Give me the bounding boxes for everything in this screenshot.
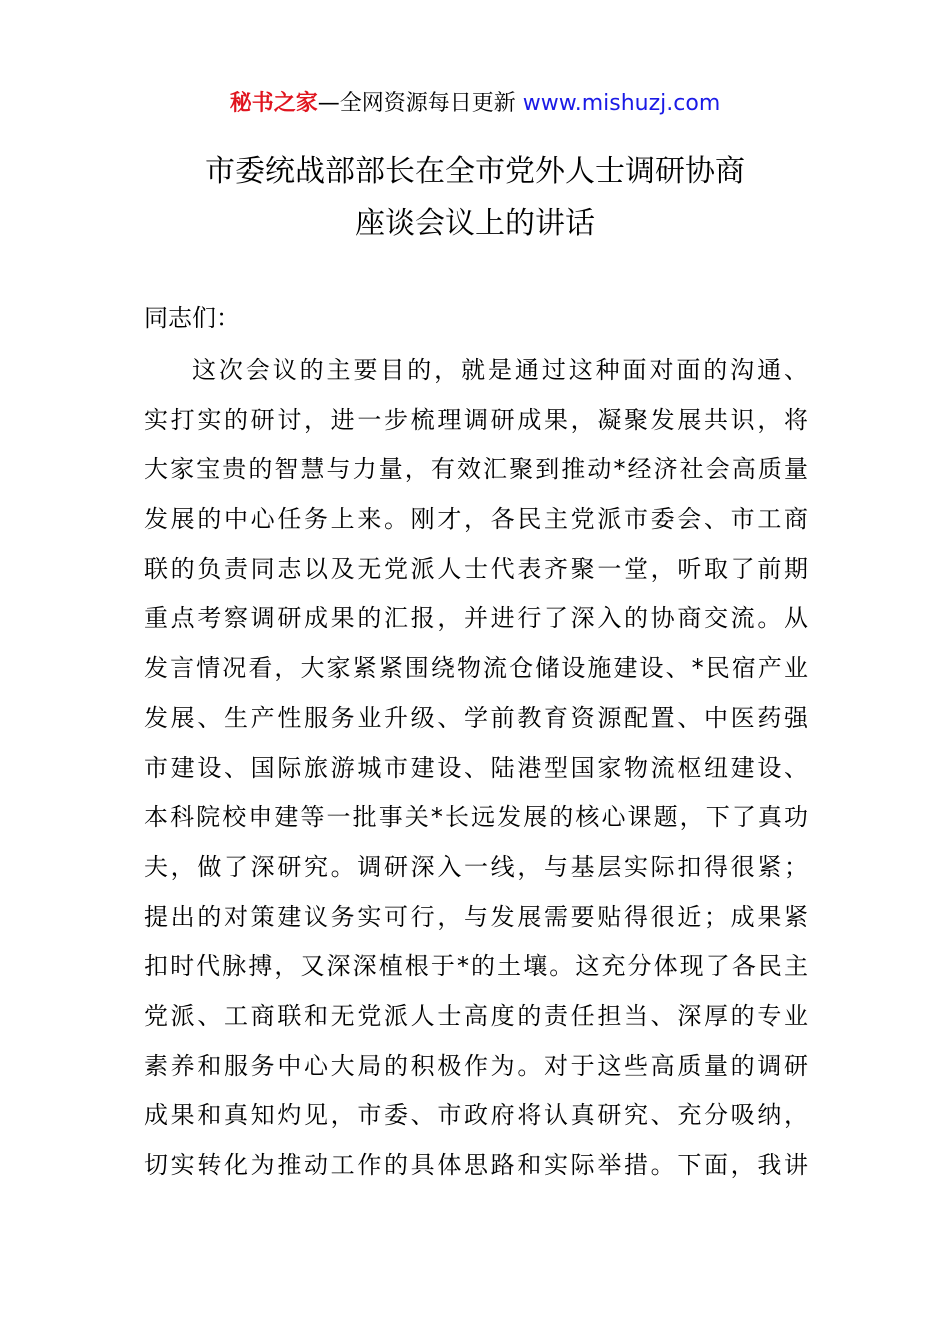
body-line-3: 大家宝贵的智慧与力量，有效汇聚到推动*经济社会高质量 <box>144 455 808 484</box>
body-line-11: 夫，做了深研究。调研深入一线，与基层实际扣得很紧； <box>144 852 808 881</box>
body-line-15: 素养和服务中心大局的积极作为。对于这些高质量的调研 <box>144 1051 808 1080</box>
title-line-1: 市委统战部部长在全市党外人士调研协商 <box>205 154 745 189</box>
body-line-8: 发展、生产性服务业升级、学前教育资源配置、中医药强 <box>144 703 808 732</box>
body-line-5: 联的负责同志以及无党派人士代表齐聚一堂，听取了前期 <box>144 554 808 583</box>
body-line-10: 本科院校申建等一批事关*长远发展的核心课题，下了真功 <box>144 803 808 832</box>
body-line-14: 党派、工商联和无党派人士高度的责任担当、深厚的专业 <box>144 1001 808 1030</box>
body-line-17: 切实转化为推动工作的具体思路和实际举措。下面，我讲 <box>144 1151 808 1179</box>
body-line-4: 发展的中心任务上来。刚才，各民主党派市委会、市工商 <box>144 505 808 534</box>
document-title <box>0 146 950 250</box>
site-header <box>0 88 950 120</box>
header-slogan: —全网资源每日更新 <box>317 91 516 116</box>
body-line-13: 扣时代脉搏，又深深植根于*的土壤。这充分体现了各民主 <box>144 952 808 981</box>
site-url-link[interactable]: www.mishuzj.com <box>522 91 721 116</box>
body-line-2: 实打实的研讨，进一步梳理调研成果，凝聚发展共识，将 <box>144 405 808 434</box>
salutation: 同志们： <box>144 304 240 332</box>
body-line-16: 成果和真知灼见，市委、市政府将认真研究、充分吸纳， <box>144 1101 808 1130</box>
body-line-1: 这次会议的主要目的，就是通过这种面对面的沟通、 <box>192 356 808 384</box>
brand-name: 秘书之家 <box>229 91 318 116</box>
body-line-12: 提出的对策建议务实可行，与发展需要贴得很近；成果紧 <box>144 902 808 931</box>
body-paragraph <box>144 346 808 1191</box>
title-line-2: 座谈会议上的讲话 <box>355 206 595 241</box>
body-line-7: 发言情况看，大家紧紧围绕物流仓储设施建设、*民宿产业 <box>144 654 808 683</box>
body-line-6: 重点考察调研成果的汇报，并进行了深入的协商交流。从 <box>144 604 808 633</box>
body-line-9: 市建设、国际旅游城市建设、陆港型国家物流枢纽建设、 <box>144 753 808 782</box>
